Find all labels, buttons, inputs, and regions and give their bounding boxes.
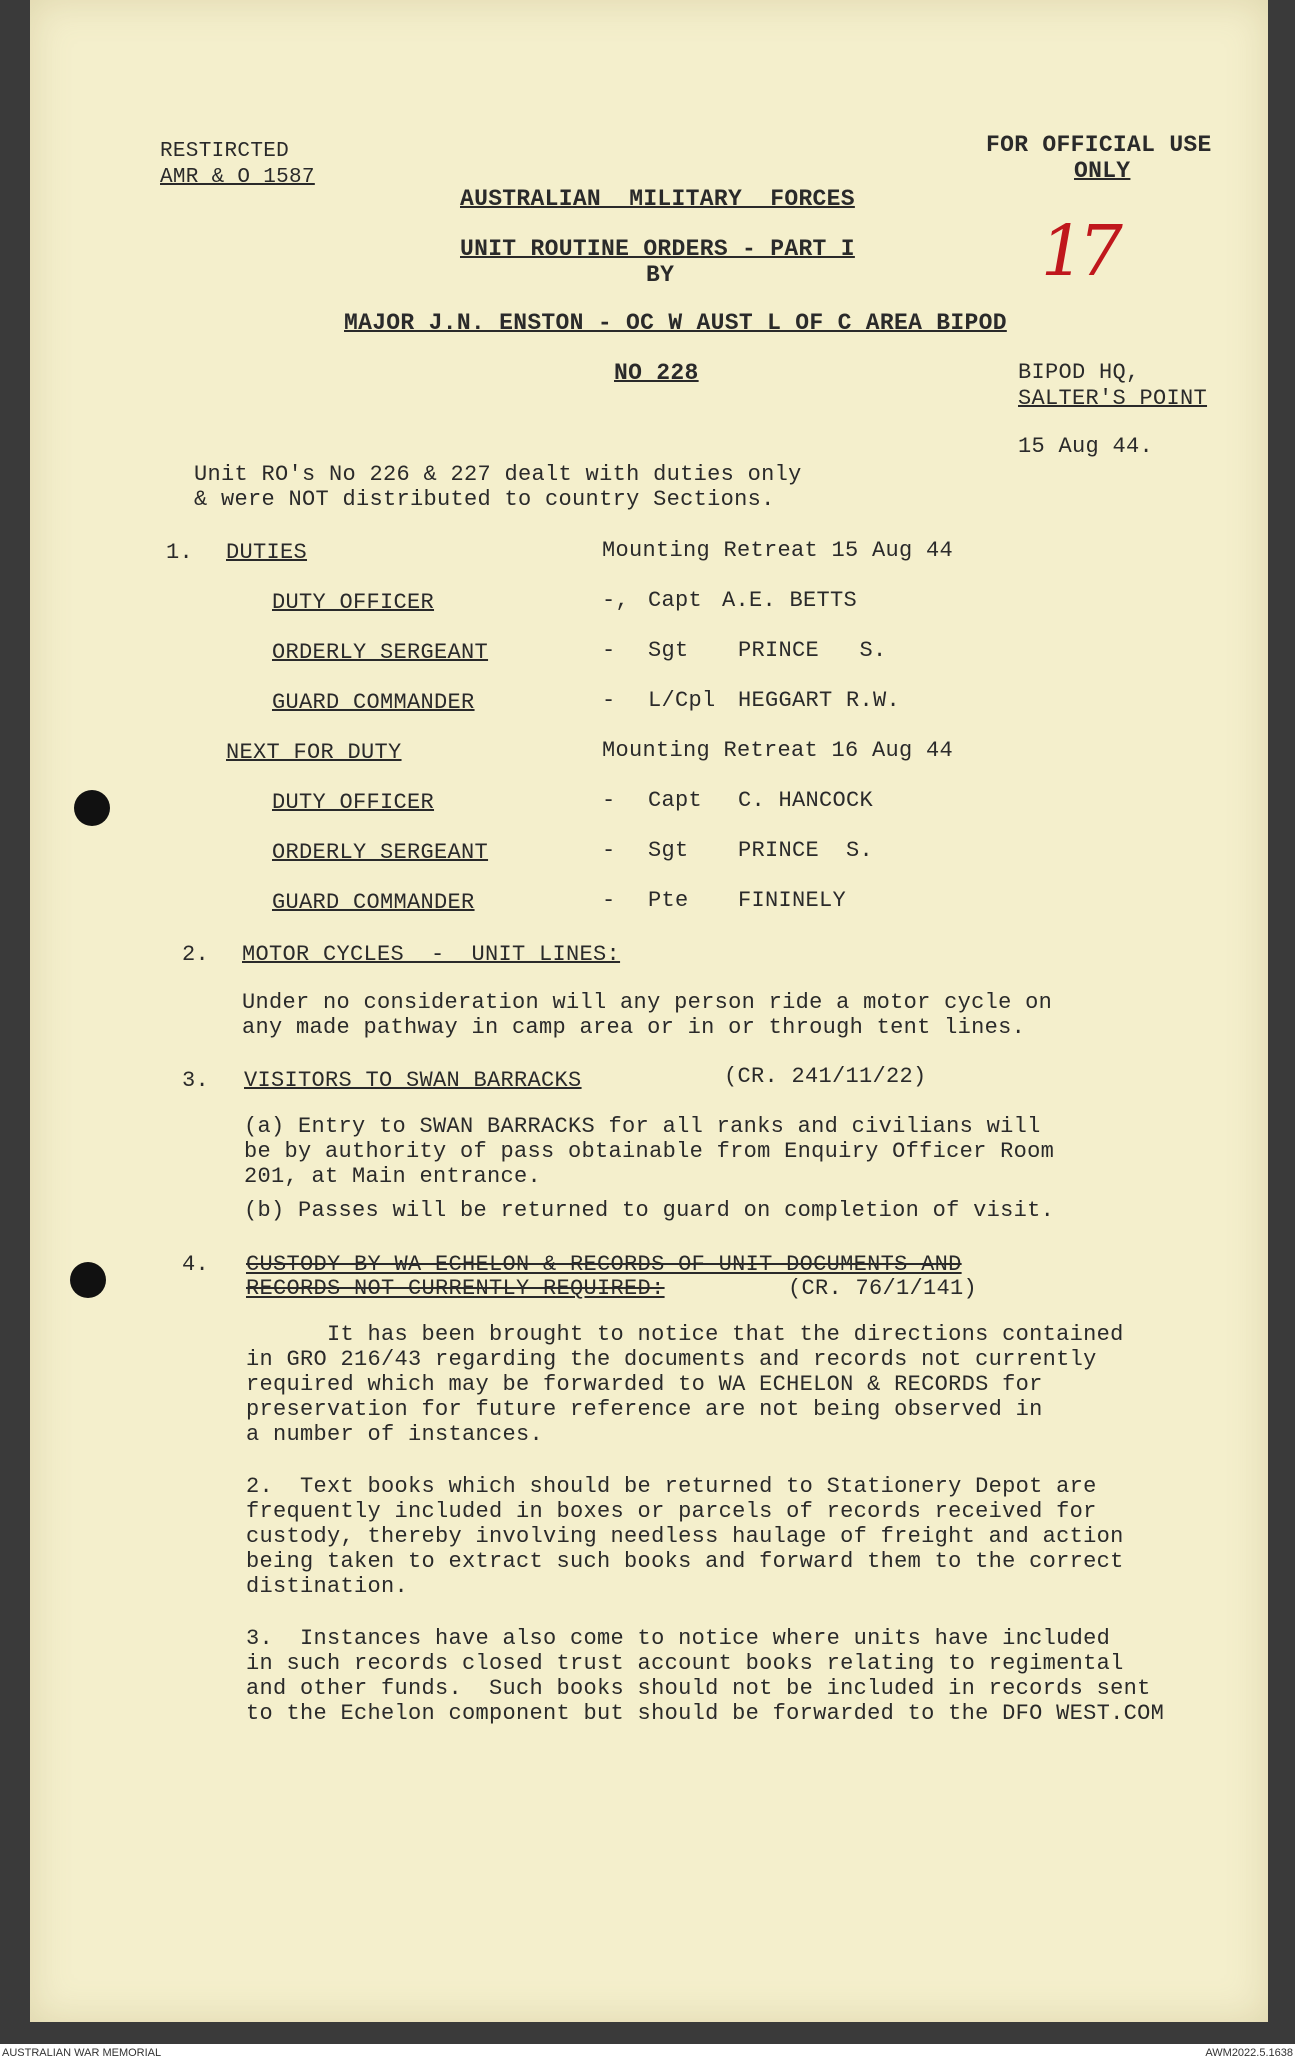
duty-name: A.E. BETTS: [722, 588, 858, 613]
duty-role: ORDERLY SERGEANT: [272, 640, 489, 665]
duty-rank: Pte: [648, 888, 689, 913]
section-body-line: required which may be forwarded to WA ECHELON & RECORDS for: [246, 1372, 1043, 1397]
section-body-line: (a) Entry to SWAN BARRACKS for all ranks and civilians will: [244, 1114, 1041, 1139]
duty-name: PRINCE S.: [738, 638, 887, 663]
duty-dash: -: [602, 838, 616, 863]
location-line-2: SALTER'S POINT: [1018, 386, 1208, 411]
section-body-line: distination.: [246, 1574, 409, 1599]
duty-dash: -: [602, 638, 616, 663]
footer-institution: AUSTRALIAN WAR MEMORIAL: [2, 2047, 162, 2059]
by-label: BY: [646, 262, 675, 288]
section-body-line: be by authority of pass obtainable from Enquiry Officer Room: [244, 1139, 1055, 1164]
section-body-line: in GRO 216/43 regarding the documents and records not currently: [246, 1347, 1097, 1372]
section-heading-custody-1: CUSTODY BY WA ECHELON & RECORDS OF UNIT DOCUMENTS AND: [246, 1252, 962, 1277]
duty-rank: L/Cpl: [648, 688, 716, 713]
duty-name: HEGGART R.W.: [738, 688, 901, 713]
document-title: AUSTRALIAN MILITARY FORCES: [460, 186, 855, 212]
intro-line-1: Unit RO's No 226 & 227 dealt with duties only: [194, 462, 802, 487]
duty-dash: -: [602, 788, 616, 813]
punch-hole: [70, 1262, 106, 1298]
next-duty-mounting-detail: Mounting Retreat 16 Aug 44: [602, 738, 954, 763]
section-body-line: a number of instances.: [246, 1422, 544, 1447]
section-heading-duties: DUTIES: [226, 540, 308, 565]
duty-role: ORDERLY SERGEANT: [272, 840, 489, 865]
duties-mounting-detail: Mounting Retreat 15 Aug 44: [602, 538, 954, 563]
section-body-line: Under no consideration will any person ride a motor cycle on: [242, 990, 1053, 1015]
section-heading-custody-2: RECORDS NOT CURRENTLY REQUIRED:: [246, 1276, 665, 1301]
duty-dash: -,: [602, 588, 630, 613]
duty-rank: Capt: [648, 588, 703, 613]
section-body-line: preservation for future reference are not being observed in: [246, 1397, 1043, 1422]
section-body-line: It has been brought to notice that the directions contained: [246, 1322, 1124, 1347]
classification-reference: AMR & O 1587: [160, 166, 315, 189]
punch-hole: [74, 790, 110, 826]
section-body-line: any made pathway in camp area or in or through tent lines.: [242, 1015, 1026, 1040]
section-body-line: 201, at Main entrance.: [244, 1164, 542, 1189]
section-body-line: 3. Instances have also come to notice where units have included: [246, 1626, 1111, 1651]
section-body-line: to the Echelon component but should be forwarded to the DFO WEST.COM: [246, 1701, 1165, 1726]
section-body-line: (b) Passes will be returned to guard on completion of visit.: [244, 1198, 1055, 1223]
section-reference: (CR. 241/11/22): [724, 1064, 927, 1089]
official-use-only-label: ONLY: [1074, 158, 1131, 184]
duty-rank: Capt: [648, 788, 703, 813]
classification-restricted: RESTIRCTED: [160, 140, 290, 163]
order-date: 15 Aug 44.: [1018, 434, 1154, 459]
section-reference: (CR. 76/1/141): [788, 1276, 978, 1301]
section-body-line: 2. Text books which should be returned to Stationery Depot are: [246, 1474, 1097, 1499]
section-body-line: being taken to extract such books and forward them to the correct: [246, 1549, 1124, 1574]
intro-line-2: & were NOT distributed to country Sections.: [194, 487, 775, 512]
duty-role: DUTY OFFICER: [272, 590, 435, 615]
section-body-line: frequently included in boxes or parcels of records received for: [246, 1499, 1097, 1524]
footer-accession-number: AWM2022.5.1638: [1205, 2047, 1293, 2059]
section-number: 3.: [182, 1068, 210, 1093]
section-number: 4.: [182, 1252, 210, 1277]
next-for-duty-heading: NEXT FOR DUTY: [226, 740, 402, 765]
duty-role: GUARD COMMANDER: [272, 690, 475, 715]
section-number: 2.: [182, 942, 210, 967]
duty-name: PRINCE S.: [738, 838, 874, 863]
handwritten-folio-number: 17: [1032, 210, 1125, 292]
section-body-line: and other funds. Such books should not be included in records sent: [246, 1676, 1151, 1701]
duty-dash: -: [602, 688, 616, 713]
section-body-line: in such records closed trust account books relating to regimental: [246, 1651, 1124, 1676]
location-line-1: BIPOD HQ,: [1018, 360, 1140, 385]
section-heading-motor-cycles: MOTOR CYCLES - UNIT LINES:: [242, 942, 621, 967]
duty-name: FININELY: [738, 888, 847, 913]
official-use-label: FOR OFFICIAL USE: [986, 132, 1212, 158]
document-subtitle: UNIT ROUTINE ORDERS - PART I: [460, 236, 855, 262]
section-body-line: custody, thereby involving needless haulage of freight and action: [246, 1524, 1124, 1549]
duty-dash: -: [602, 888, 616, 913]
duty-rank: Sgt: [648, 638, 689, 663]
duty-rank: Sgt: [648, 838, 689, 863]
duty-name: C. HANCOCK: [738, 788, 874, 813]
duty-role: DUTY OFFICER: [272, 790, 435, 815]
section-number: 1.: [166, 540, 194, 565]
order-number: NO 228: [614, 360, 699, 386]
duty-role: GUARD COMMANDER: [272, 890, 475, 915]
section-heading-visitors: VISITORS TO SWAN BARRACKS: [244, 1068, 582, 1093]
issuer-line: MAJOR J.N. ENSTON - OC W AUST L OF C AREA BIPOD: [344, 310, 1007, 336]
